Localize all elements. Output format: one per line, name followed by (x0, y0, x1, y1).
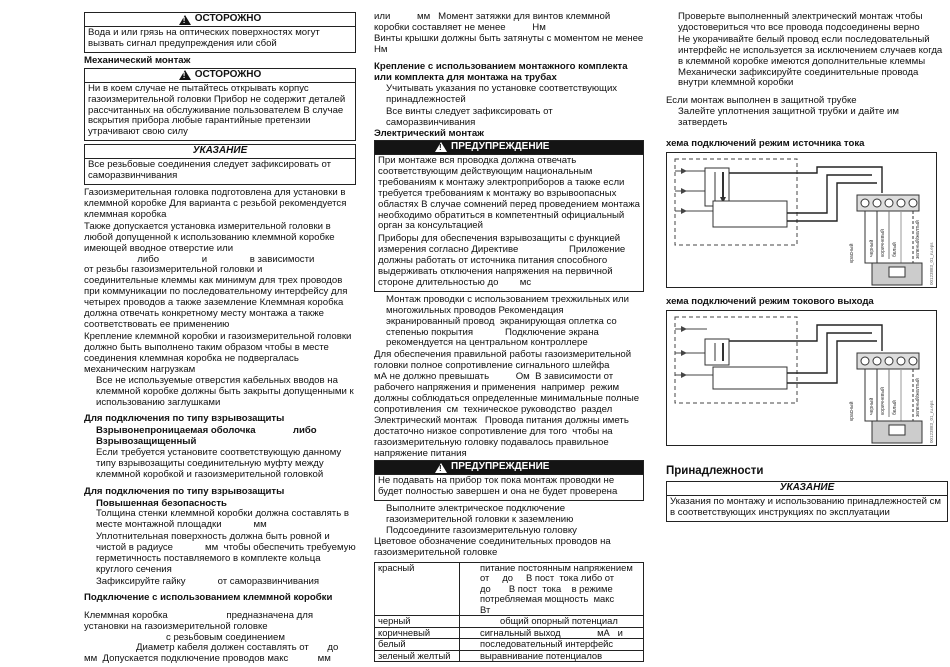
wire-label-red: красный (849, 243, 855, 263)
paragraph: Клеммная коробка предназначена для установки на газоизмерительной головке (84, 609, 316, 632)
paragraph: Если монтаж выполнен в защитной трубке (666, 95, 857, 107)
table-row (375, 627, 644, 639)
note-title: УКАЗАНИЕ (667, 482, 947, 496)
warning-body: Приборы для обеспечения взрывозащиты с функцией измерения согласно Директиве Приложение должны работать от источника питания способного выдерживать отключения напряжения на первичной стороне длительностью до мс (378, 233, 679, 288)
section-heading: Для подключения по типу взрывозащиты (84, 485, 285, 497)
accessories-heading: Принадлежности (666, 464, 764, 477)
section-subheading: Взрывозащищенный (96, 436, 197, 447)
warning-header (375, 141, 643, 155)
table-cell: общий опорный потенциал (460, 616, 644, 628)
paragraph: Газоизмерительная головка подготовлена для установки в клеммной коробке Для варианта с резьбой рекомендуется клеммная коробка (84, 187, 347, 220)
caution-header (85, 69, 355, 83)
warning-triangle-icon (435, 463, 447, 473)
note-box-2 (666, 481, 948, 522)
column-3 (666, 12, 948, 525)
table-row (375, 562, 644, 616)
figure-code: 00123883_01_ru.eps (929, 242, 934, 285)
paragraph: Диаметр кабеля должен составлять от до (136, 642, 339, 654)
caution-title: ОСТОРОЖНО (194, 68, 262, 80)
wiring-diagram-title: хема подключений режим токового выхода (666, 295, 874, 307)
table-cell: питание постоянным напряжением от до В пост тока либо от до В пост тока в режиме потребляемая мощность макс Вт (460, 562, 644, 616)
caution-title: ОСТОРОЖНО (194, 13, 262, 25)
paragraph: Также допускается установка измерительной головки в любой допущенной к использованию клеммной коробке имеющей вводное отверстие или (84, 220, 335, 254)
table-cell: белый (375, 639, 460, 651)
warning-body: Не подавать на прибор ток пока монтаж проводки не будет полностью завершен и она не будет проверена (378, 475, 618, 498)
wiring-diagram-title: хема подключений режим источника тока (666, 138, 865, 150)
list-item: Проверьте выполненный электрический монтаж чтобы удостовериться что все провода подсоединены верно (678, 11, 923, 33)
paragraph: от резьбы газоизмерительной головки и (84, 264, 263, 276)
paragraph: или мм Момент затяжки для винтов клеммной коробки составляет не менее Нм (374, 11, 613, 33)
warning-triangle-icon (179, 15, 191, 25)
warning-box-1 (374, 140, 679, 292)
caution-body: Ни в коем случае не пытайтесь открывать корпус газоизмерительной головки Прибор не содержит деталей рассчитанных на обслуживание пользователем В случае вскрытия прибора любые гарантийные претензии утрачивают свою силу (88, 82, 346, 138)
section-subheading: Повышенная безопасность (96, 497, 227, 509)
wiring-diagram-current-output (666, 310, 937, 446)
section-subheading: Взрывонепроницаемая оболочка либо (96, 425, 317, 437)
list-item: Не укорачивайте белый провод если последовательный интерфейс не используется за исключением случаев когда в клеммной коробке имеются дополнительные клеммы (678, 33, 943, 67)
table-cell: выравнивание потенциалов (460, 650, 644, 662)
figure-code: 00123883_01_ru.eps (929, 400, 934, 443)
warning-triangle-icon (179, 70, 191, 80)
table-cell: последовательный интерфейс (460, 639, 644, 651)
section-heading: Подключение с использованием клеммной коробки (84, 591, 333, 603)
list-item: Подсоедините газоизмерительную головку (386, 525, 577, 537)
note-title: УКАЗАНИЕ (85, 145, 355, 159)
wire-label-white: белый (892, 400, 898, 415)
list-item: Залейте уплотнения защитной трубки и дайте им затвердеть (678, 106, 899, 129)
wire-label-green-yellow: зеленый/желтый (915, 378, 921, 417)
mechanical-mounting-heading: Механический монтаж (84, 54, 191, 66)
warning-title: ПРЕДУПРЕЖДЕНИЕ (451, 141, 550, 153)
table-cell: зеленый желтый (375, 650, 460, 662)
wire-label-brown: коричневый (880, 387, 886, 415)
table-cell: черный (375, 616, 460, 628)
list-item: Зафиксируйте гайку от саморазвинчивания (96, 575, 320, 587)
caution-header (85, 13, 355, 27)
list-item: экранированный провод экранирующая оплетка со степенью покрытия Подключение экрана рекомендуется на центральном контроллере (386, 315, 620, 349)
list-item: Монтаж проводки с использованием трехжильных или многожильных проводов Рекомендация (386, 293, 629, 316)
table-row (375, 650, 644, 662)
paragraph: либо и в зависимости (84, 253, 315, 265)
table-row (375, 639, 644, 651)
list-item: Все не используемые отверстия кабельных вводов на клеммной коробке должны быть закрыты допущенными к использованию заглушками (96, 375, 354, 409)
paragraph: Винты крышки должны быть затянуты с моментом не менее Нм (374, 32, 665, 55)
wire-color-table (374, 561, 657, 663)
section-heading: Электрический монтаж (374, 128, 484, 140)
note-box-1 (84, 144, 356, 185)
column-1 (84, 12, 359, 665)
section-heading: Крепление с использованием монтажного комплекта или комплекта для монтажа на трубах (374, 60, 719, 83)
list-item: Учитывать указания по установке соответствующих принадлежностей (386, 83, 618, 106)
list-item: Толщина стенки клеммной коробки должна составлять в месте монтажной площадки мм (96, 508, 352, 531)
warning-body: При монтаже вся проводка должна отвечать соответствующим действующим национальным требованиям к монтажу электроприборов а также если требуется требованиям к монтажу во взрывоопасных областях В случае сомнений перед проведением монтажа необходимо обратиться в компетентный официальный орган за консультацией (378, 154, 640, 232)
color-table-heading: Цветовое обозначение соединительных проводов на газоизмерительной головке (374, 535, 611, 558)
caution-box-2 (84, 68, 356, 142)
section-heading: Для подключения по типу взрывозащиты (84, 413, 285, 425)
caution-box-1 (84, 12, 356, 53)
wiring-diagram-current-source (666, 152, 937, 288)
note-body: Все резьбовые соединения следует зафиксировать от саморазвинчивания (88, 159, 332, 182)
wiring-diagram-svg (667, 311, 937, 445)
list-item: Если требуется установите соответствующую данному типу взрывозащиты соединительную муфту между клеммной коробкой и газоизмерительной головкой (96, 446, 342, 480)
list-item: Механически зафиксируйте соединительные провода внутри клеммной коробки (678, 66, 919, 89)
list-item: Выполните электрическое подключение газоизмерительной головки к заземлению (386, 503, 574, 526)
list-item: Уплотнительная поверхность должна быть ровной и чистой в радиусе мм чтобы обеспечить требуемую герметичность поставляемого в комплекте кольца круглого сечения (96, 531, 359, 575)
wire-label-white: белый (892, 242, 898, 257)
paragraph: соединительные клеммы как минимум для трех проводов при коммуникации по последовательному интерфейсу для четырех проводов а также заземление Клеммная коробка должна отвечать конкретному месту монтажа а также соответствовать ее применению (84, 275, 348, 330)
wire-label-black: черный (869, 397, 875, 415)
paragraph: мм Допускается подключение проводов макс мм (84, 653, 331, 665)
paragraph: с резьбовым соединением (166, 631, 285, 643)
table-row (375, 616, 644, 628)
caution-body: Вода и или грязь на оптических поверхностях могут вызвать сигнал предупреждения или сбой (88, 27, 320, 49)
table-cell: сигнальный выход мА и (460, 627, 644, 639)
warning-box-2 (374, 460, 644, 501)
wire-label-red: красный (849, 401, 855, 421)
paragraph: Для обеспечения правильной работы газоизмерительной головки полное сопротивление сигнального шлейфа мА не должно превышать Ом В зависимости от рабочего напряжения и применения например режим должны соблюдаться определенные минимальные полные сопротивления см техническое руководство раздел Электрический монтаж Провода питания должны иметь достаточно низкое сопротивление для того чтобы на газоизмерительную головку подавалось правильное напряжение питания (374, 349, 660, 459)
wiring-diagram-svg (667, 153, 937, 287)
warning-triangle-icon (435, 142, 447, 152)
table-cell: красный (375, 562, 460, 616)
list-item: Все винты следует зафиксировать от саморазвинчивания (386, 106, 553, 129)
warning-title: ПРЕДУПРЕЖДЕНИЕ (451, 461, 550, 473)
wire-label-black: черный (869, 239, 875, 257)
wire-label-green-yellow: зеленый/желтый (915, 220, 921, 259)
table-cell: коричневый (375, 627, 460, 639)
wire-label-brown: коричневый (880, 229, 886, 257)
paragraph: Крепление клеммной коробки и газоизмерительной головки должно быть выполнено таким образом чтобы в месте соединения клеммная коробка не подвергалась механическим нагрузкам (84, 330, 352, 375)
warning-header (375, 461, 643, 475)
note-body: Указания по монтажу и использованию принадлежностей см в соответствующих инструкциях по эксплуатации (670, 495, 941, 518)
